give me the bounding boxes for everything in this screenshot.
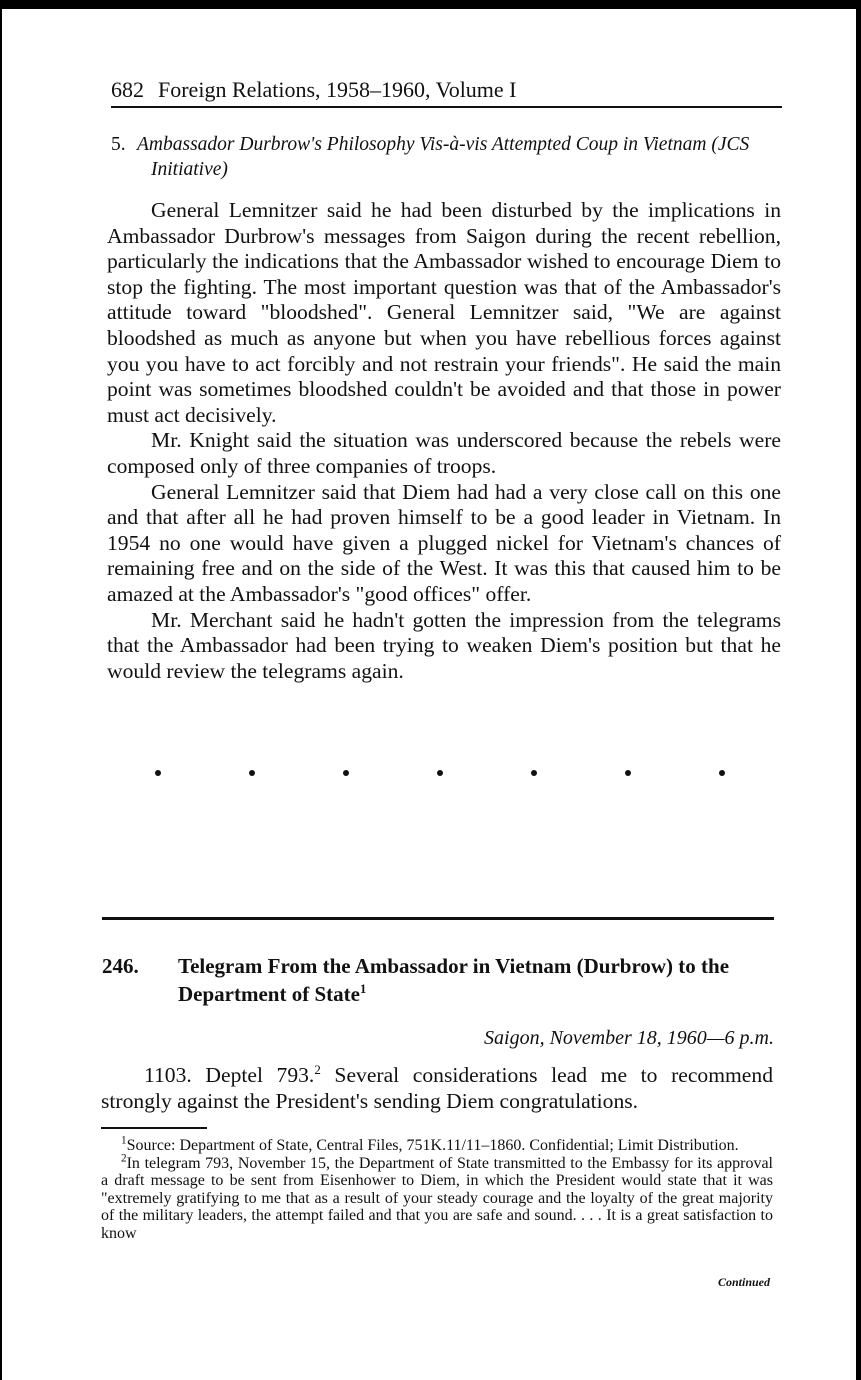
- footnote: [101, 1134, 773, 1155]
- footnote-ref[interactable]: 1: [359, 982, 367, 996]
- running-header: [111, 75, 782, 105]
- page-number: 682: [111, 77, 144, 102]
- dot: [343, 770, 349, 776]
- footnote-text: In telegram 793, November 15, the Department of State transmitted to the Embassy for its approval a draft message to be sent from Eisenhower to Diem, in which the President would state that it was "extremely gratifying to me that as a result of your steady courage and the loyalty of the great majority of the military leaders, the attempt failed and that you are safe and sound. . . . It is a great satisfaction to know: [101, 1154, 773, 1242]
- dateline: Saigon, November 18, 1960—6 p.m.: [484, 1027, 774, 1049]
- document-separator-rule: [102, 917, 774, 920]
- footnote: [101, 1152, 773, 1243]
- document-number: 246.: [102, 954, 139, 978]
- header-rule: [111, 106, 782, 108]
- continued-label: Continued: [717, 1275, 770, 1289]
- dot: [249, 770, 255, 776]
- dot: [719, 770, 725, 776]
- section-title-line1: Ambassador Durbrow's Philosophy Vis-à-vis Attempted Coup in Vietnam (JCS: [137, 134, 750, 155]
- running-title: Foreign Relations, 1958–1960, Volume I: [158, 77, 517, 102]
- dot: [155, 770, 161, 776]
- document-title: Telegram From the Ambassador in Vietnam (Durbrow) to the Department of State: [178, 954, 730, 1006]
- section-title-line2: Initiative): [151, 159, 228, 180]
- footnotes: [101, 1134, 773, 1242]
- scan-border-left: [0, 0, 2, 1380]
- telegram-body: [101, 1062, 773, 1114]
- document-heading: [102, 952, 774, 1008]
- telegram-paragraph: [101, 1062, 773, 1114]
- section-heading: [111, 132, 787, 182]
- telegram-rest: Several considerations lead me to recommend strongly against the President's sending Diem congratulations.: [101, 1063, 773, 1113]
- telegram-lead: 1103. Deptel 793.: [144, 1063, 315, 1087]
- section-number: 5.: [111, 134, 126, 155]
- footnote-text: Source: Department of State, Central Files, 751K.11/11–1860. Confidential; Limit Distribution.: [126, 1137, 739, 1154]
- body-paragraph: General Lemnitzer said he had been disturbed by the implications in Ambassador Durbrow's messages from Saigon during the recent rebellion, particularly the indications that the Ambassador wished to encourage Diem to stop the fighting. The most important question was that of the Ambassador's attitude toward "bloodshed". General Lemnitzer said, "We are against bloodshed as much as anyone but when you have rebellious forces against you you have to act forcibly and not restrain your friends". He said the main point was sometimes bloodshed couldn't be avoided and that those in power must act decisively.: [107, 198, 781, 427]
- dot: [531, 770, 537, 776]
- footnote-ref[interactable]: 2: [314, 1061, 321, 1077]
- dot: [625, 770, 631, 776]
- footnote-rule: [101, 1127, 207, 1129]
- body-paragraph: Mr. Merchant said he hadn't gotten the impression from the telegrams that the Ambassador had been trying to weaken Diem's position but that he would review the telegrams again.: [107, 607, 781, 683]
- footnote-marker: 2: [121, 1152, 127, 1165]
- scan-border-top: [0, 0, 861, 9]
- section-body: [107, 198, 781, 684]
- body-paragraph: General Lemnitzer said that Diem had had a very close call on this one and that after all he had proven himself to be a good leader in Vietnam. In 1954 no one would have given a plugged nickel for Vietnam's chances of remaining free and on the side of the West. It was this that caused him to be amazed at the Ambassador's "good offices" offer.: [107, 479, 781, 606]
- dot: [437, 770, 443, 776]
- scan-border-right: [856, 0, 861, 1380]
- body-paragraph: Mr. Knight said the situation was underscored because the rebels were composed only of three companies of troops.: [107, 428, 781, 478]
- footnote-marker: 1: [121, 1134, 127, 1147]
- omission-dots: [110, 770, 770, 790]
